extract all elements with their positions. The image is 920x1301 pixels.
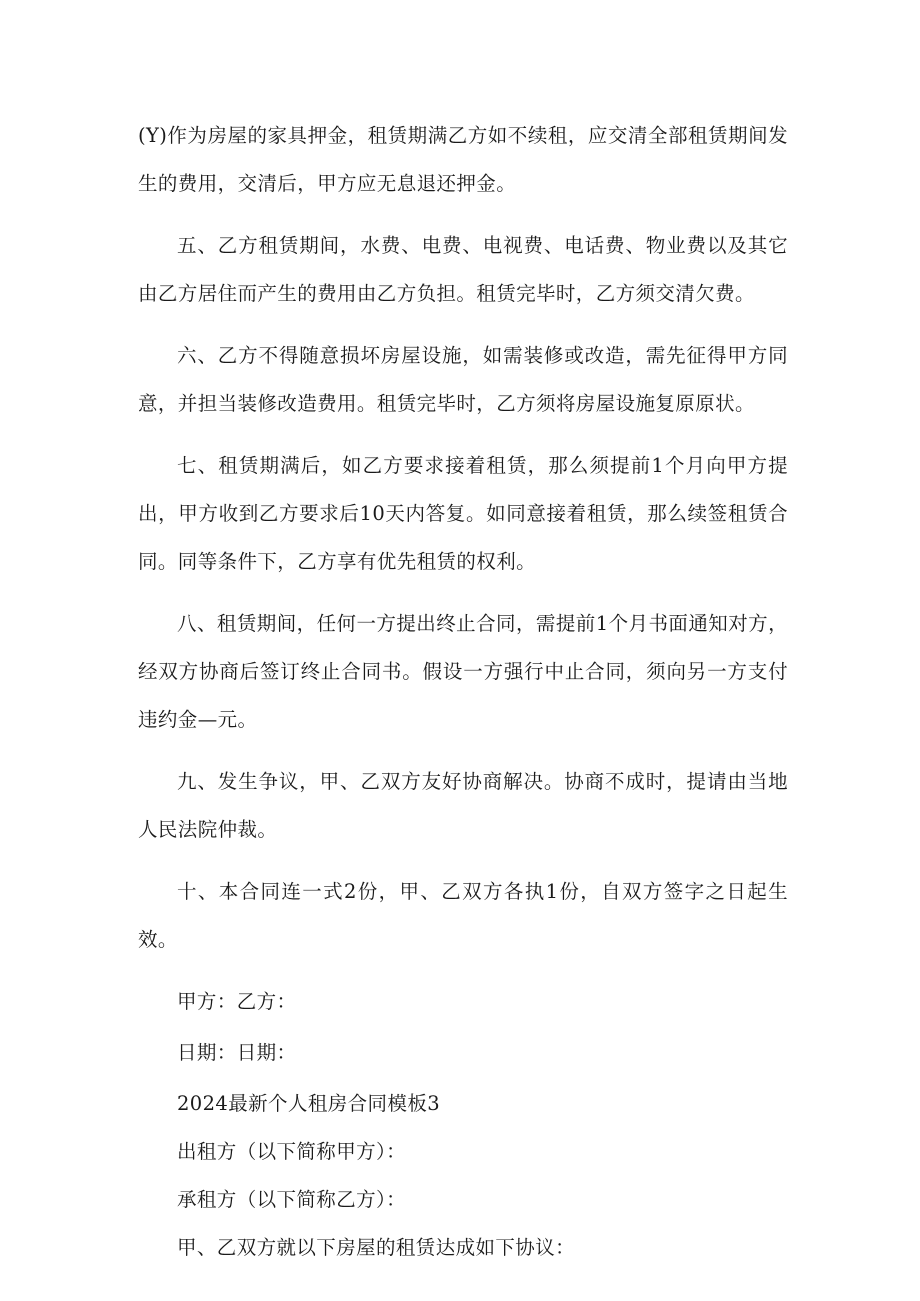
paragraph-clause-7: 七、租赁期满后，如乙方要求接着租赁，那么须提前1个月向甲方提出，甲方收到乙方要求后10天内答复。如同意接着租赁，那么续签租赁合同。同等条件下，乙方享有优先租赁的权利。 bbox=[138, 454, 788, 573]
paragraph-clause-6: 六、乙方不得随意损坏房屋设施，如需装修或改造，需先征得甲方同意，并担当装修改造费用。租赁完毕时，乙方须将房屋设施复原原状。 bbox=[138, 344, 788, 415]
paragraph-clause-8: 八、租赁期间，任何一方提出终止合同，需提前1个月书面通知对方，经双方协商后签订终止合同书。假设一方强行中止合同，须向另一方支付违约金—元。 bbox=[138, 612, 788, 731]
paragraph-deposit: (Y)作为房屋的家具押金，租赁期满乙方如不续租，应交清全部租赁期间发生的费用，交清后，甲方应无息退还押金。 bbox=[138, 124, 788, 195]
signature-parties: 甲方：乙方： bbox=[177, 990, 297, 1013]
next-contract-title: 2024最新个人租房合同模板3 bbox=[177, 1092, 441, 1115]
paragraph-clause-9: 九、发生争议，甲、乙双方友好协商解决。协商不成时，提请由当地人民法院仲裁。 bbox=[138, 770, 788, 841]
agreement-line: 甲、乙双方就以下房屋的租赁达成如下协议： bbox=[177, 1236, 576, 1259]
lessee-line: 承租方（以下简称乙方）： bbox=[177, 1188, 407, 1211]
lessor-line: 出租方（以下简称甲方）： bbox=[177, 1140, 407, 1163]
paragraph-clause-5: 五、乙方租赁期间，水费、电费、电视费、电话费、物业费以及其它由乙方居住而产生的费用由乙方负担。租赁完毕时，乙方须交清欠费。 bbox=[138, 234, 788, 305]
paragraph-clause-10: 十、本合同连一式2份，甲、乙双方各执1份，自双方签字之日起生效。 bbox=[138, 880, 788, 951]
document-page bbox=[138, 112, 788, 1272]
signature-dates: 日期：日期： bbox=[177, 1041, 297, 1064]
